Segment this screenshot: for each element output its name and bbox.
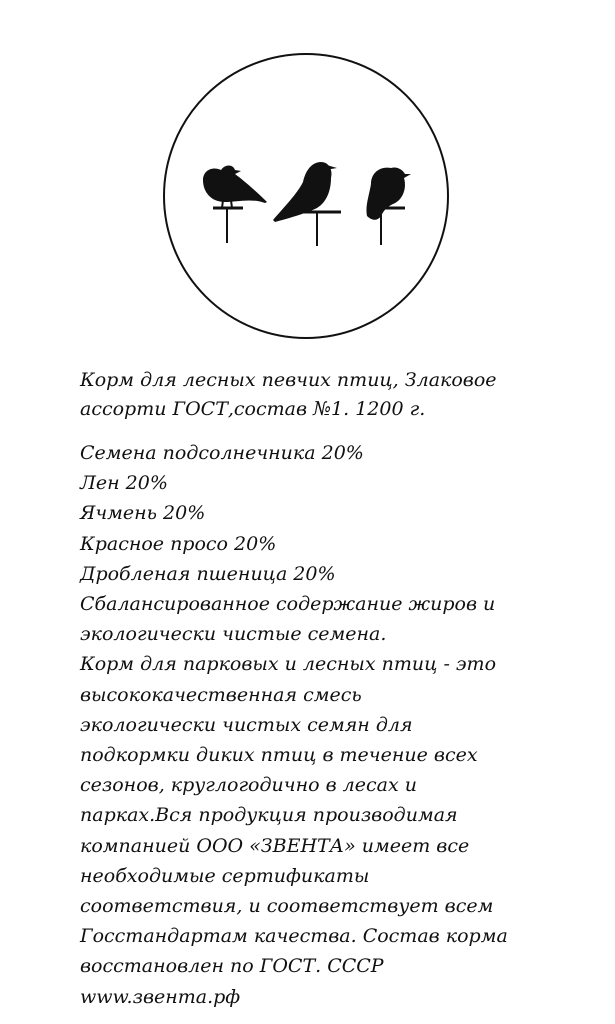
description-line: высококачественная смесь — [80, 683, 362, 706]
description-line: Корм для парковых и лесных птиц - это — [80, 653, 497, 676]
product-description — [80, 438, 600, 1012]
description-line: сезонов, круглогодично в лесах и — [80, 774, 417, 797]
composition-item: Ячмень 20% — [80, 502, 206, 525]
composition-item: Семена подсолнечника 20% — [80, 442, 364, 464]
description-line: парках.Вся продукция производимая — [80, 804, 458, 827]
website-link: www.звента.рф — [80, 985, 241, 1008]
composition-item: Красное просо 20% — [80, 532, 277, 555]
description-line: экологически чистых семян для — [80, 713, 413, 736]
bird-on-perch-icon — [203, 166, 267, 244]
composition-item: Дробленая пшеница 20% — [80, 562, 336, 585]
composition-item: Лен 20% — [80, 472, 168, 495]
bird-on-perch-icon — [366, 167, 411, 245]
description-line: подкормки диких птиц в течение всех — [80, 744, 478, 767]
description-line: необходимые сертификаты — [80, 864, 370, 887]
description-line: соответствия, и соответствует всем — [80, 895, 494, 918]
description-line: экологически чистые семена. — [80, 623, 387, 646]
description-line: Сбалансированное содержание жиров и — [80, 593, 496, 616]
bird-on-perch-icon — [273, 162, 341, 246]
description-line: восстановлен по ГОСТ. СССР — [80, 955, 384, 978]
title-line: Корм для лесных певчих птиц, Злаковое — [80, 369, 497, 391]
product-title — [80, 366, 580, 424]
title-line: ассорти ГОСТ,состав №1. 1200 г. — [80, 398, 426, 420]
birds-logo — [195, 150, 415, 250]
description-line: Госстандартам качества. Состав корма — [80, 925, 508, 948]
description-line: компанией ООО «ЗВЕНТА» имеет все — [80, 834, 470, 857]
